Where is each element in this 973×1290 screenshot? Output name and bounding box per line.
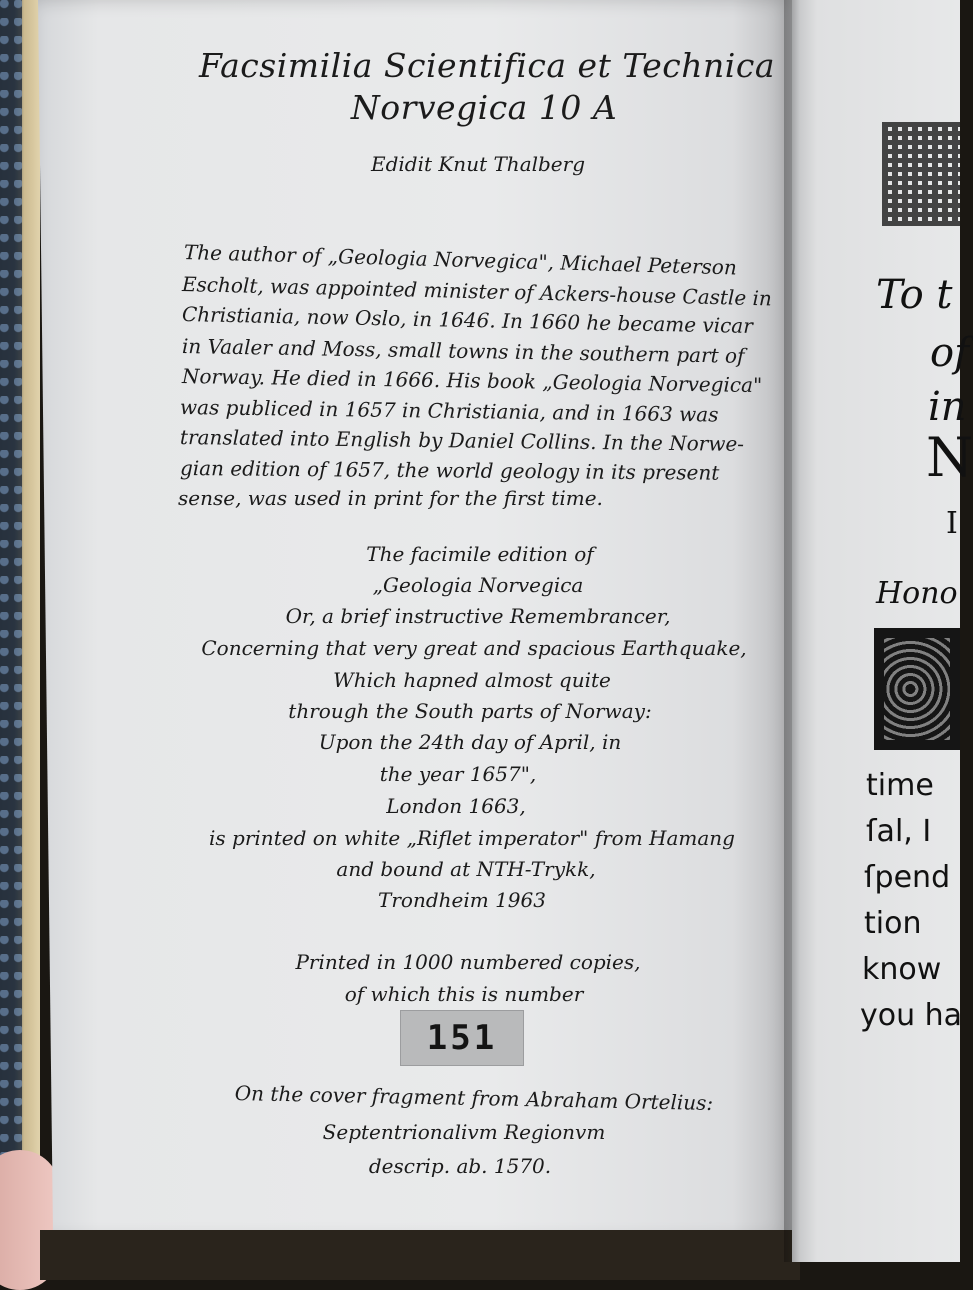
series-title-line-1: Facsimilia Scientifica et Technica <box>198 46 776 85</box>
facsimile-line-8: the year 1657", <box>379 762 537 786</box>
cover-credit-line-3: descrip. ab. 1570. <box>368 1154 552 1178</box>
facsimile-line-3: Or, a brief instructive Remembrancer, <box>285 604 671 628</box>
paragraph-line-3: Christiania, now Oslo, in 1646. In 1660 he became vicar <box>181 302 754 338</box>
right-body-line-5: know <box>862 952 942 987</box>
right-heading-fragment-5: I <box>946 506 958 541</box>
binding-cloth-pattern <box>0 0 22 1180</box>
facsimile-line-10: is printed on white „Riflet imperator" from Hamang <box>209 826 735 850</box>
book-gutter <box>784 0 800 1262</box>
facsimile-line-4: Concerning that very great and spacious Earthquake, <box>201 636 747 660</box>
paragraph-line-9: sense, was used in print for the first time. <box>178 486 603 510</box>
paragraph-line-5: Norway. He died in 1666. His book „Geologia Norvegica" <box>181 364 763 398</box>
editor-credit: Edidit Knut Thalberg <box>370 152 586 176</box>
facsimile-line-5: Which hapned almost quite <box>333 668 611 692</box>
right-heading-fragment-4: N <box>926 426 973 489</box>
right-heading-fragment-1: To t <box>876 272 953 318</box>
paragraph-line-4: in Vaaler and Moss, small towns in the southern part of <box>181 334 745 368</box>
right-body-line-1: time <box>866 768 934 803</box>
decorative-drop-cap-icon <box>874 628 960 750</box>
facsimile-line-2: „Geologia Norvegica <box>372 573 584 597</box>
print-run-line-2: of which this is number <box>344 982 584 1006</box>
paragraph-line-8: gian edition of 1657, the world geology in its present <box>179 456 720 485</box>
facsimile-line-6: through the South parts of Norway: <box>288 699 652 723</box>
cover-credit-line-1: On the cover fragment from Abraham Ortelius: <box>234 1080 714 1116</box>
paragraph-line-2: Escholt, was appointed minister of Ackers-house Castle in <box>181 272 773 311</box>
right-heading-fragment-3: in <box>928 384 967 430</box>
right-body-line-2: ſal, I <box>866 814 932 849</box>
right-heading-fragment-2: of <box>930 330 969 376</box>
facsimile-line-12: Trondheim 1963 <box>378 888 546 912</box>
facsimile-line-9: London 1663, <box>386 794 526 818</box>
right-honor-fragment: Hono <box>876 576 958 611</box>
paragraph-line-1: The author of „Geologia Norvegica", Michael Peterson <box>183 240 738 280</box>
facsimile-line-1: The facimile edition of <box>366 542 594 566</box>
book-binding <box>0 0 40 1280</box>
copy-number: 151 <box>426 1018 498 1058</box>
page-bottom-shadow <box>40 1230 800 1280</box>
cover-credit-line-2: Septentrionalivm Regionvm <box>322 1120 606 1144</box>
right-body-line-3: ſpend <box>864 860 951 895</box>
right-body-line-4: tion <box>864 906 922 941</box>
facsimile-line-11: and bound at NTH-Trykk, <box>336 857 596 881</box>
copy-number-stamp <box>400 1010 524 1066</box>
facsimile-line-7: Upon the 24th day of April, in <box>318 730 622 754</box>
right-body-line-6: you ha <box>860 998 963 1033</box>
paragraph-line-6: was publiced in 1657 in Christiania, and in 1663 was <box>179 395 719 427</box>
print-run-line-1: Printed in 1000 numbered copies, <box>295 950 641 974</box>
ornament-icon <box>882 122 960 226</box>
paragraph-line-7: translated into English by Daniel Collins. In the Norwe- <box>179 425 745 456</box>
series-title-line-2: Norvegica 10 A <box>350 88 618 127</box>
